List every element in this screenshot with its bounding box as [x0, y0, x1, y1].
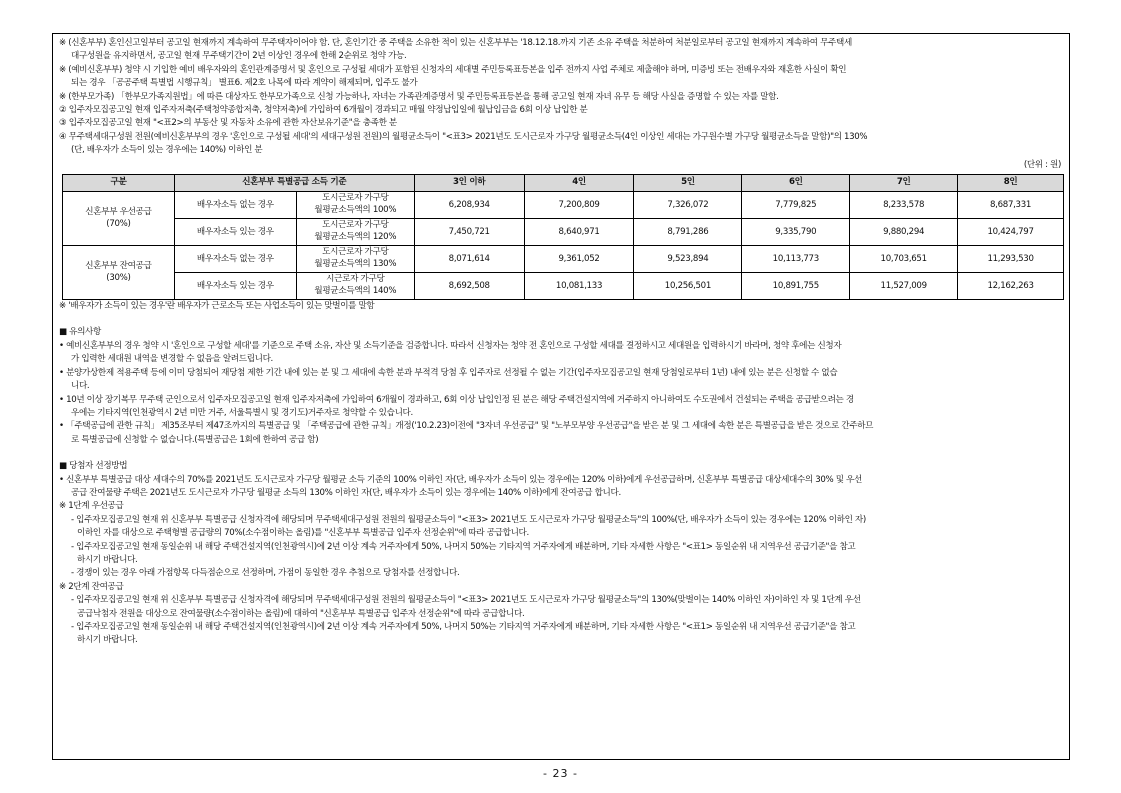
text-line: 공급 잔여물량 주택은 2021년도 도시근로자 가구당 월평균 소득의 130% 이하인 자(단, 배우자가 소득이 있는 경우에는 140% 이하)에게 잔여공급 합니다.: [71, 487, 621, 498]
page-number: - 23 -: [543, 767, 578, 780]
group-cell: [63, 246, 175, 300]
text-line: ② 입주자모집공고일 현재 입주자저축(주택청약종합저축, 청약저축)에 가입하여 6개월이 경과되고 매월 약정납입일에 월납입금을 6회 이상 납입한 분: [59, 105, 588, 116]
text-line: ④ 무주택세대구성원 전원(예비신혼부부의 경우 '혼인으로 구성될 세대'의 세대구성원 전원)의 월평균소득이 "<표3> 2021년도 도시근로자 가구당 월평균소득(4인 이상인 세대는 가구원수별 가구당 월평균소득을 말함)"의 130%: [59, 131, 868, 142]
income-value-cell: 10,891,755: [742, 273, 850, 300]
column-header: 5인: [634, 175, 742, 192]
group-cell: [63, 192, 175, 246]
eligibility-notes: [59, 37, 1063, 158]
income-value-cell: 9,523,894: [634, 246, 742, 273]
document-page: [52, 33, 1070, 760]
income-value-cell: 6,208,934: [414, 192, 524, 219]
income-value-cell: 9,361,052: [524, 246, 634, 273]
text-line: ※ (예비신혼부부) 청약 시 기입한 예비 배우자와의 혼인관계증명서 및 혼인으로 구성될 세대가 포함된 신청자의 세대별 주민등록표등본을 입주 전까지 사업 주체로 제출해야 하며, 미증빙 또는 전배우자와 재혼한 사실이 확인: [59, 64, 847, 75]
table-body: [63, 192, 1064, 300]
spouse-income-condition: 배우자소득 있는 경우: [174, 273, 296, 300]
text-line: ※ (신혼부부) 혼인신고일부터 공고일 현재까지 계속하여 무주택자이어야 함. 단, 혼인기간 중 주택을 소유한 적이 있는 신혼부부는 '18.12.18.까지 기존 소유 주택을 처분하여 처분일로부터 공고일 현재까지 계속하여 무주택세: [59, 38, 852, 48]
income-value-cell: 7,200,809: [524, 192, 634, 219]
text-line: 공급낙첨자 전원을 대상으로 잔여물량(소수점이하는 올림)에 대하여 "신혼부부 특별공급 입주자 선정순위"에 따라 공급합니다.: [77, 608, 525, 619]
income-standard: [296, 219, 414, 246]
income-value-cell: 11,527,009: [850, 273, 958, 300]
column-header: 구분: [63, 175, 175, 192]
spouse-income-condition: 배우자소득 없는 경우: [174, 246, 296, 273]
caution-section: [59, 326, 1063, 447]
spouse-income-condition: 배우자소득 있는 경우: [174, 219, 296, 246]
text-line: - 입주자모집공고일 현재 동일순위 내 해당 주택건설지역(인천광역시)에 2년 이상 계속 거주자에게 50%, 나머지 50%는 기타지역 거주자에게 배분하며, 기타 자세한 사항은 "<표1> 동일순위 내 지역우선 공급기준"을 참고: [71, 541, 856, 552]
standard-line2: 월평균소득액의 100%: [314, 205, 397, 216]
income-value-cell: 10,703,651: [850, 246, 958, 273]
text-line: 우에는 기타지역(인천광역시 2년 미만 거주, 서울특별시 및 경기도)거주자로 청약할 수 있습니다.: [71, 407, 413, 418]
text-line: ③ 입주자모집공고일 현재 "<표2>의 부동산 및 자동차 소유에 관한 자산보유기준"을 충족한 분: [59, 118, 397, 129]
income-standard: [296, 273, 414, 300]
income-value-cell: 12,162,263: [958, 273, 1064, 300]
text-line: 로 특별공급에 신청할 수 없습니다.(특별공급은 1회에 한하여 공급 함): [71, 434, 319, 445]
text-line: - 경쟁이 있는 경우 아래 가점항목 다득점순으로 선정하며, 가점이 동일한 경우 추첨으로 당첨자를 선정합니다.: [71, 568, 460, 579]
column-header: 6인: [742, 175, 850, 192]
income-value-cell: 7,450,721: [414, 219, 524, 246]
column-header: 신혼부부 특별공급 소득 기준: [174, 175, 414, 192]
table-row: [63, 246, 1064, 273]
standard-line2: 월평균소득액의 140%: [314, 286, 397, 297]
income-value-cell: 8,687,331: [958, 192, 1064, 219]
text-line: • 예비신혼부부의 경우 청약 시 '혼인으로 구성할 세대'를 기준으로 주택 소유, 자산 및 소득기준을 검증합니다. 따라서 신청자는 청약 전 혼인으로 구성할 세대를 결정하시고 세대원을 입력하시기 바라며, 청약 후에는 신청자: [59, 340, 842, 351]
text-line: • 「주택공급에 관한 규칙」 제35조부터 제47조까지의 특별공급 및 「주택공급에 관한 규칙」개정('10.2.23)이전에 "3자녀 우선공급" 및 "노부모부양 우선공급"을 받은 분 및 그 세대에 속한 분은 특별공급을 받은 것으로 간주하므: [59, 421, 874, 432]
group-name: 신혼부부 잔여공급: [85, 260, 152, 271]
table-row: [63, 219, 1064, 246]
income-standard: [296, 246, 414, 273]
group-percent: (30%): [106, 272, 131, 283]
income-value-cell: 8,692,508: [414, 273, 524, 300]
winner-selection-section: [59, 460, 1063, 648]
income-value-cell: 10,081,133: [524, 273, 634, 300]
income-value-cell: 9,335,790: [742, 219, 850, 246]
text-line: (단, 배우자가 소득이 있는 경우에는 140%) 이하인 분: [71, 145, 263, 156]
text-line: ※ 1단계 우선공급: [59, 501, 124, 512]
column-header: 8인: [958, 175, 1064, 192]
text-line: • 10년 이상 장기복무 무주택 군인으로서 입주자모집공고일 현재 입주자저축에 가입하여 6개월이 경과하고, 6회 이상 납입인정 된 분은 해당 주택건설지역에 거주하지 아니하여도 수도권에서 건설되는 주택을 공급받으려는 경: [59, 394, 854, 405]
income-value-cell: 10,113,773: [742, 246, 850, 273]
table-row: [63, 273, 1064, 300]
text-line: • 분양가상한제 적용주택 등에 이미 당첨되어 재당첨 제한 기간 내에 있는 분 및 그 세대에 속한 분과 부적격 당첨 후 입주자로 선정될 수 없는 기간(입주자모집공고일 현재 당첨일로부터 1년) 내에 있는 분은 신청할 수 없습: [59, 367, 838, 378]
income-value-cell: 8,791,286: [634, 219, 742, 246]
text-line: 대구성원을 유지하면서, 공고일 현재 무주택기간이 2년 이상인 경우에 한해 2순위로 청약 가능.: [71, 51, 407, 62]
unit-label: (단위 : 원): [1023, 159, 1061, 170]
standard-line1: 도시근로자 가구당: [322, 193, 389, 204]
text-line: 니다.: [71, 381, 90, 392]
text-line: 가 입력한 세대원 내역을 변경할 수 없음을 알려드립니다.: [71, 354, 273, 365]
standard-line1: 도시근로자 가구당: [322, 220, 389, 231]
income-value-cell: 9,880,294: [850, 219, 958, 246]
income-value-cell: 7,326,072: [634, 192, 742, 219]
standard-line1: 시근로자 가구당: [326, 274, 385, 285]
standard-line1: 도시근로자 가구당: [322, 247, 389, 258]
group-name: 신혼부부 우선공급: [85, 206, 152, 217]
text-line: 하시기 바랍니다.: [77, 554, 138, 565]
group-percent: (70%): [106, 218, 131, 229]
spouse-income-condition: 배우자소득 없는 경우: [174, 192, 296, 219]
text-line: ※ (한부모가족) 「한부모가족지원법」에 따른 대상자도 한부모가족으로 신청 가능하나, 자녀는 가족관계증명서 및 주민등록표등본을 통해 공고일 현재 자녀 유무 등 해당 사실을 증명할 수 있는 자를 말함.: [59, 91, 779, 102]
income-value-cell: 10,256,501: [634, 273, 742, 300]
column-header: 3인 이하: [414, 175, 524, 192]
income-value-cell: 8,233,578: [850, 192, 958, 219]
standard-line2: 월평균소득액의 130%: [314, 259, 397, 270]
text-line: - 입주자모집공고일 현재 위 신혼부부 특별공급 신청자격에 해당되며 무주택세대구성원 전원의 월평균소득이 "<표3> 2021년도 도시근로자 가구당 월평균소득"의 130%(맞벌이는 140% 이하인 자)이하인 자 및 1단계 우선: [71, 595, 861, 606]
table-note: ※ '배우자가 소득이 있는 경우'란 배우자가 근로소득 또는 사업소득이 있는 맞벌이를 말함: [59, 301, 375, 312]
income-criteria-table: [62, 174, 1064, 300]
income-standard: [296, 192, 414, 219]
text-line: 되는 경우 「공공주택 특별법 시행규칙」 별표6. 제2호 나목에 따라 계약이 해제되며, 입주도 불가: [71, 78, 418, 89]
table-header-row: [63, 175, 1064, 192]
income-value-cell: 8,640,971: [524, 219, 634, 246]
text-line: ※ 2단계 잔여공급: [59, 581, 124, 592]
income-value-cell: 11,293,530: [958, 246, 1064, 273]
standard-line2: 월평균소득액의 120%: [314, 232, 397, 243]
income-value-cell: 8,071,614: [414, 246, 524, 273]
column-header: 7인: [850, 175, 958, 192]
table-row: [63, 192, 1064, 219]
text-line: 하시기 바랍니다.: [77, 635, 138, 646]
text-line: - 입주자모집공고일 현재 동일순위 내 해당 주택건설지역(인천광역시)에 2년 이상 계속 거주자에게 50%, 나머지 50%는 기타지역 거주자에게 배분하며, 기타 자세한 사항은 "<표1> 동일순위 내 지역우선 공급기준"을 참고: [71, 622, 856, 632]
income-value-cell: 10,424,797: [958, 219, 1064, 246]
text-line: • 신혼부부 특별공급 대상 세대수의 70%를 2021년도 도시근로자 가구당 월평균 소득 기준의 100% 이하인 자(단, 배우자가 소득이 있는 경우에는 120% 이하)에게 우선공급하며, 신혼부부 특별공급 대상세대수의 30% 및 우선: [59, 474, 862, 485]
text-line: ■ 유의사항: [59, 327, 101, 338]
income-value-cell: 7,779,825: [742, 192, 850, 219]
column-header: 4인: [524, 175, 634, 192]
text-line: - 입주자모집공고일 현재 위 신혼부부 특별공급 신청자격에 해당되며 무주택세대구성원 전원의 월평균소득이 "<표3> 2021년도 도시근로자 가구당 월평균소득"의 100%(단, 배우자가 소득이 있는 경우에는 120% 이하인 자): [71, 514, 866, 525]
text-line: 이하인 자를 대상으로 주택형별 공급량의 70%(소수점이하는 올림)를 "신혼부부 특별공급 입주자 선정순위"에 따라 공급합니다.: [77, 528, 529, 539]
text-line: ■ 당첨자 선정방법: [59, 461, 128, 472]
